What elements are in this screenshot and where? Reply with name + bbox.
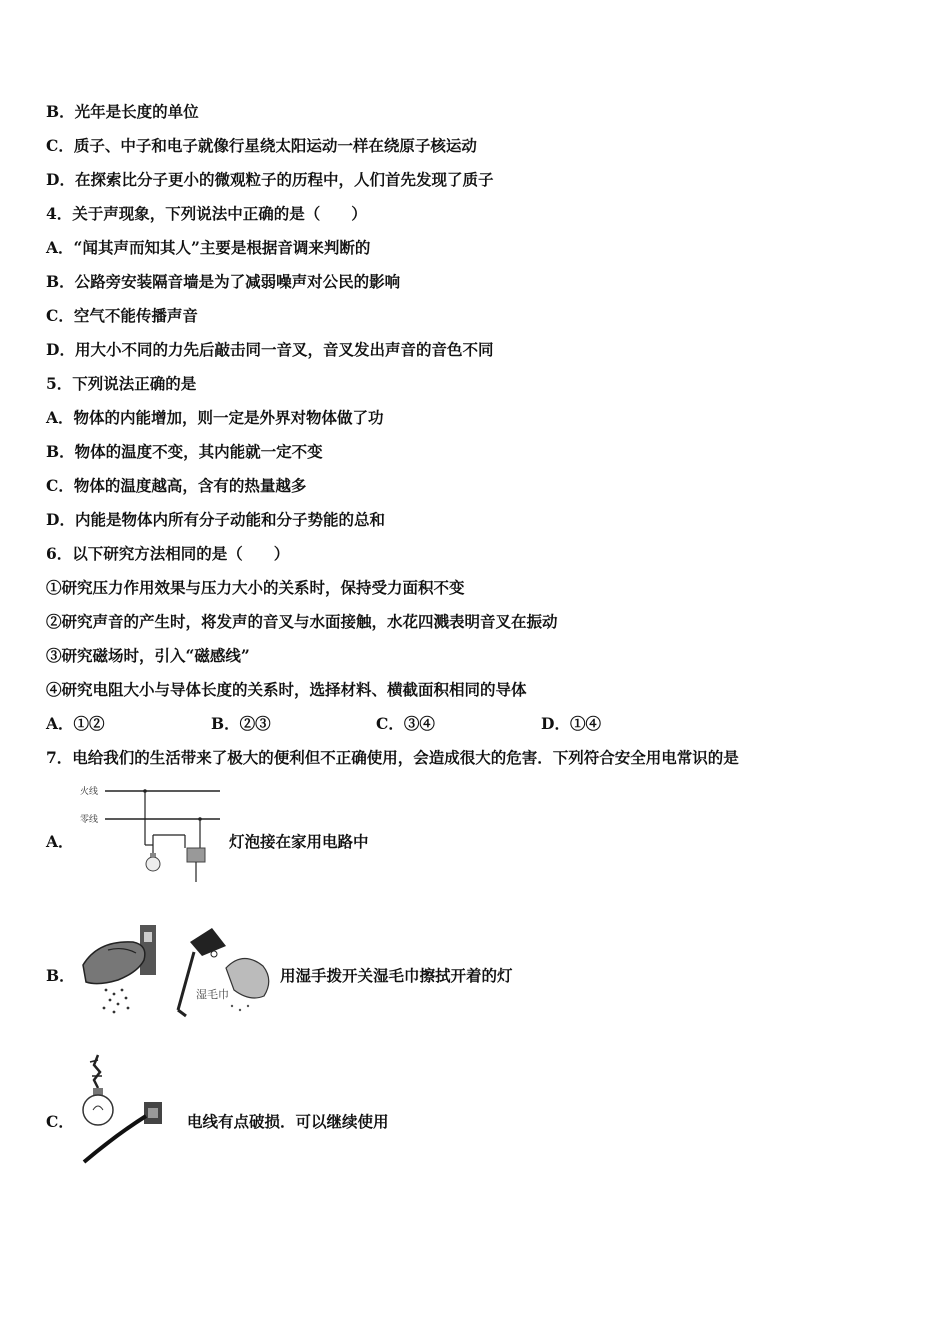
q6-stem: 6．以下研究方法相同的是（ ） bbox=[46, 544, 290, 563]
wet-towel-label: 湿毛巾 bbox=[196, 988, 229, 1001]
q4-option-a: A．“闻其声而知其人”主要是根据音调来判断的 bbox=[46, 238, 371, 257]
q6-item-1: ①研究压力作用效果与压力大小的关系时，保持受力面积不变 bbox=[46, 578, 465, 597]
neutral-wire-label: 零线 bbox=[80, 815, 99, 825]
q7-option-a-caption: 灯泡接在家用电路中 bbox=[229, 832, 369, 851]
q4-option-d: D．用大小不同的力先后敲击同一音叉，音叉发出声音的音色不同 bbox=[46, 340, 494, 359]
q7-option-b-label: B． bbox=[46, 966, 75, 985]
q3-option-b: B．光年是长度的单位 bbox=[46, 102, 199, 121]
q6-item-2: ②研究声音的产生时，将发声的音叉与水面接触，水花四溅表明音叉在振动 bbox=[46, 612, 558, 631]
q7-option-a-label: A． bbox=[46, 832, 74, 851]
broken-wire-figure bbox=[76, 1050, 176, 1170]
q6-options bbox=[46, 714, 746, 734]
q4-option-c: C．空气不能传播声音 bbox=[46, 306, 198, 325]
q6-option-a: A．①② bbox=[46, 714, 105, 733]
q6-option-c: C．③④ bbox=[376, 714, 435, 733]
q4-option-b: B．公路旁安装隔音墙是为了减弱噪声对公民的影响 bbox=[46, 272, 401, 291]
wet-hand-lamp-figure bbox=[78, 920, 278, 1020]
live-wire-label: 火线 bbox=[80, 787, 99, 797]
q5-stem: 5．下列说法正确的是 bbox=[46, 374, 197, 393]
q7-stem: 7．电给我们的生活带来了极大的便利但不正确使用，会造成很大的危害．下列符合安全用电常识的是 bbox=[46, 748, 739, 767]
q3-option-c: C．质子、中子和电子就像行星绕太阳运动一样在绕原子核运动 bbox=[46, 136, 477, 155]
q3-option-d: D．在探索比分子更小的微观粒子的历程中，人们首先发现了质子 bbox=[46, 170, 494, 189]
q5-option-a: A．物体的内能增加，则一定是外界对物体做了功 bbox=[46, 408, 384, 427]
q5-option-c: C．物体的温度越高，含有的热量越多 bbox=[46, 476, 307, 495]
q6-option-b: B．②③ bbox=[211, 714, 271, 733]
q5-option-b: B．物体的温度不变，其内能就一定不变 bbox=[46, 442, 323, 461]
q7-option-c-label: C． bbox=[46, 1112, 74, 1131]
q6-option-d: D．①④ bbox=[541, 714, 601, 733]
q6-item-3: ③研究磁场时，引入“磁感线” bbox=[46, 646, 250, 665]
q6-item-4: ④研究电阻大小与导体长度的关系时，选择材料、横截面积相同的导体 bbox=[46, 680, 527, 699]
circuit-figure bbox=[75, 780, 225, 890]
q7-option-c-caption: 电线有点破损．可以继续使用 bbox=[187, 1112, 389, 1131]
q5-option-d: D．内能是物体内所有分子动能和分子势能的总和 bbox=[46, 510, 385, 529]
q4-stem: 4．关于声现象，下列说法中正确的是（ ） bbox=[46, 204, 367, 223]
q7-option-b-caption: 用湿手拨开关湿毛巾擦拭开着的灯 bbox=[280, 966, 513, 985]
